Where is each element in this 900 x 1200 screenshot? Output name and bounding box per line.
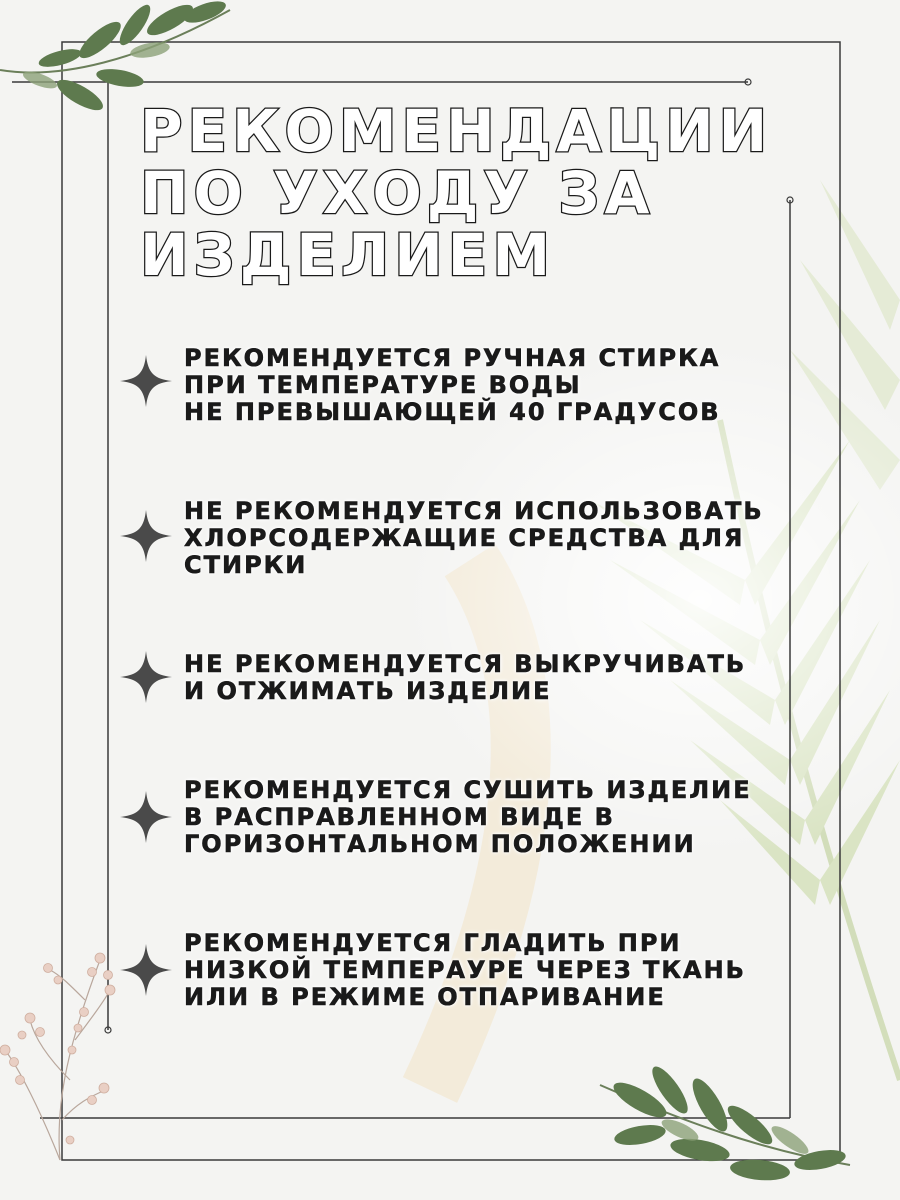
list-item-line: И ОТЖИМАТЬ ИЗДЕЛИЕ xyxy=(184,677,552,705)
list-item-line: ИЛИ В РЕЖИМЕ ОТПАРИВАНИЕ xyxy=(184,983,666,1011)
title-line: РЕКОМЕНДАЦИИ xyxy=(140,97,773,165)
four-point-star-icon xyxy=(118,649,174,705)
list-item-line: В РАСПРАВЛЕННОМ ВИДЕ В xyxy=(184,803,615,831)
list-item-text xyxy=(184,777,752,858)
list-item-text xyxy=(184,498,764,579)
four-point-star-icon xyxy=(118,942,174,998)
four-point-star-icon xyxy=(118,789,174,845)
list-item-line: НИЗКОЙ ТЕМПЕРАУРЕ ЧЕРЕЗ ТКАНЬ xyxy=(184,956,746,984)
list-item-line: ГОРИЗОНТАЛЬНОМ ПОЛОЖЕНИИ xyxy=(184,830,696,858)
list-item-line: НЕ РЕКОМЕНДУЕТСЯ ВЫКРУЧИВАТЬ xyxy=(184,650,747,678)
list-item-line: РЕКОМЕНДУЕТСЯ РУЧНАЯ СТИРКА xyxy=(184,344,721,372)
four-point-star-icon xyxy=(118,353,174,409)
title-line: ПО УХОДУ ЗА xyxy=(140,159,655,227)
list-item-line: ХЛОРСОДЕРЖАЩИЕ СРЕДСТВА ДЛЯ xyxy=(184,524,745,552)
list-item-line: РЕКОМЕНДУЕТСЯ СУШИТЬ ИЗДЕЛИЕ xyxy=(184,776,752,804)
list-item-text xyxy=(184,651,746,705)
list-item-line: НЕ РЕКОМЕНДУЕТСЯ ИСПОЛЬЗОВАТЬ xyxy=(184,497,764,525)
list-item-line: НЕ ПРЕВЫШАЮЩЕЙ 40 ГРАДУСОВ xyxy=(184,398,721,426)
title-line: ИЗДЕЛИЕМ xyxy=(140,221,556,289)
list-item-line: СТИРКИ xyxy=(184,551,308,579)
list-item-line: РЕКОМЕНДУЕТСЯ ГЛАДИТЬ ПРИ xyxy=(184,929,682,957)
list-item-text xyxy=(184,345,721,426)
list-item-text xyxy=(184,930,746,1011)
four-point-star-icon xyxy=(118,508,174,564)
list-item-line: ПРИ ТЕМПЕРАТУРЕ ВОДЫ xyxy=(184,371,582,399)
